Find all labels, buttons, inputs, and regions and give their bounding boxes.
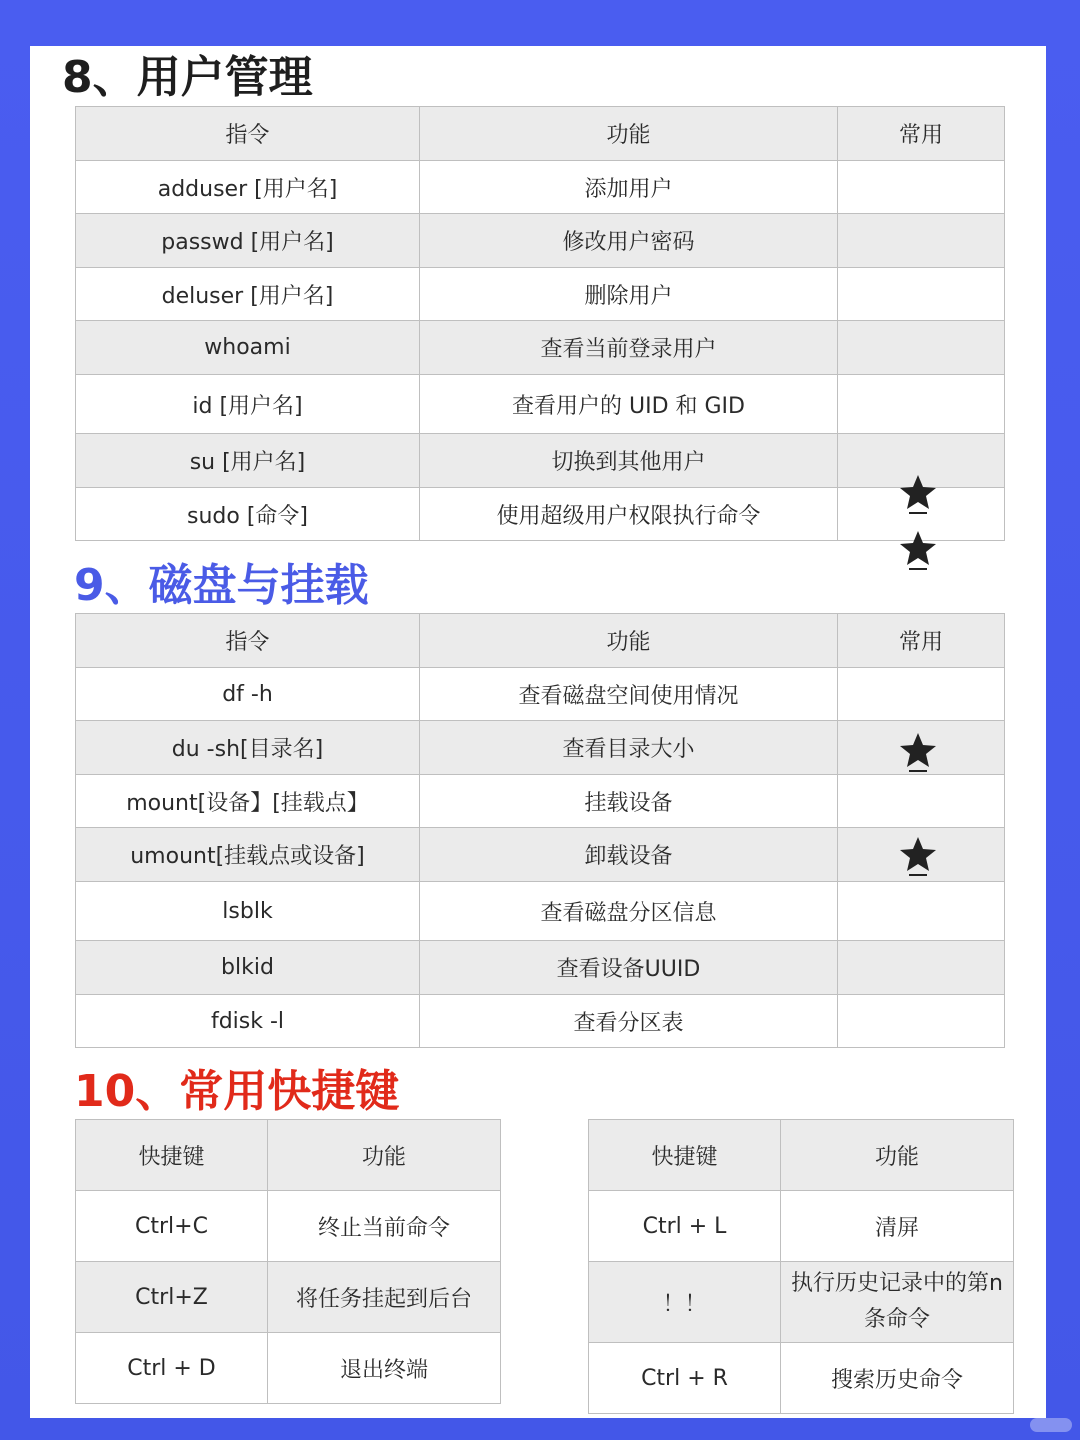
user-management-table [75,106,1005,541]
function-cell: 卸载设备 [420,828,838,882]
common-cell [838,214,1005,268]
table-header-row [76,107,1005,161]
header-common: 常用 [838,107,1005,161]
table-row [589,1262,1014,1343]
common-cell [838,995,1005,1048]
header-shortcut: 快捷键 [76,1120,268,1191]
function-cell: 查看目录大小 [420,721,838,775]
shortcut-cell: Ctrl+Z [76,1262,268,1333]
common-cell [838,375,1005,434]
table-header-row [76,614,1005,668]
command-cell: id [用户名] [76,375,420,434]
header-shortcut: 快捷键 [589,1120,781,1191]
table-row [76,828,1005,882]
command-cell: mount[设备】[挂载点】 [76,775,420,828]
table-row [76,214,1005,268]
table-row [76,995,1005,1048]
header-function: 功能 [420,614,838,668]
shortcut-cell: Ctrl + R [589,1343,781,1414]
shortcuts-table-right [588,1119,1014,1414]
command-cell: blkid [76,941,420,995]
common-cell [838,882,1005,941]
header-command: 指令 [76,614,420,668]
function-cell: 查看磁盘空间使用情况 [420,668,838,721]
table-row [589,1343,1014,1414]
function-cell: 终止当前命令 [268,1191,501,1262]
common-cell [838,321,1005,375]
document-page [30,46,1046,1418]
function-cell: 执行历史记录中的第n条命令 [781,1262,1014,1343]
command-cell: fdisk -l [76,995,420,1048]
function-cell: 挂载设备 [420,775,838,828]
common-cell [838,775,1005,828]
table-header-row [76,1120,501,1191]
shortcut-cell: Ctrl+C [76,1191,268,1262]
table-row [76,668,1005,721]
function-cell: 搜索历史命令 [781,1343,1014,1414]
command-cell: adduser [用户名] [76,161,420,214]
section-9-title: 9、磁盘与挂载 [74,560,369,611]
common-cell [838,161,1005,214]
function-cell: 删除用户 [420,268,838,321]
function-cell: 查看设备UUID [420,941,838,995]
star-icon [898,836,938,878]
common-cell [838,268,1005,321]
table-row [76,434,1005,488]
function-cell: 查看分区表 [420,995,838,1048]
shortcut-cell: Ctrl + L [589,1191,781,1262]
table-row [76,1191,501,1262]
command-cell: sudo [命令] [76,488,420,541]
table-row [76,161,1005,214]
section-10-title: 10、常用快捷键 [74,1066,400,1117]
disk-mount-table [75,613,1005,1048]
table-row [76,941,1005,995]
header-function: 功能 [420,107,838,161]
command-cell: whoami [76,321,420,375]
table-row [76,268,1005,321]
star-icon [898,530,938,572]
function-cell: 修改用户密码 [420,214,838,268]
function-cell: 切换到其他用户 [420,434,838,488]
command-cell: deluser [用户名] [76,268,420,321]
table-row [76,721,1005,775]
star-icon [898,474,938,516]
function-cell: 退出终端 [268,1333,501,1404]
common-cell [838,941,1005,995]
function-cell: 查看磁盘分区信息 [420,882,838,941]
shortcuts-table-left [75,1119,501,1404]
table-row [76,882,1005,941]
shortcut-cell: ！！ [589,1262,781,1343]
table-row [76,488,1005,541]
table-row [76,1333,501,1404]
command-cell: su [用户名] [76,434,420,488]
table-row [589,1191,1014,1262]
shortcut-cell: Ctrl + D [76,1333,268,1404]
function-cell: 添加用户 [420,161,838,214]
command-cell: passwd [用户名] [76,214,420,268]
table-header-row [589,1120,1014,1191]
function-cell: 清屏 [781,1191,1014,1262]
table-row [76,375,1005,434]
star-icon [898,732,938,774]
function-cell: 查看用户的 UID 和 GID [420,375,838,434]
table-row [76,321,1005,375]
watermark-logo [1030,1418,1072,1432]
header-function: 功能 [781,1120,1014,1191]
header-common: 常用 [838,614,1005,668]
command-cell: du -sh[目录名] [76,721,420,775]
header-function: 功能 [268,1120,501,1191]
common-cell [838,668,1005,721]
function-cell: 将任务挂起到后台 [268,1262,501,1333]
command-cell: lsblk [76,882,420,941]
command-cell: umount[挂载点或设备] [76,828,420,882]
function-cell: 使用超级用户权限执行命令 [420,488,838,541]
function-cell: 查看当前登录用户 [420,321,838,375]
header-command: 指令 [76,107,420,161]
table-row [76,1262,501,1333]
section-8-title: 8、用户管理 [62,52,313,103]
command-cell: df -h [76,668,420,721]
table-row [76,775,1005,828]
